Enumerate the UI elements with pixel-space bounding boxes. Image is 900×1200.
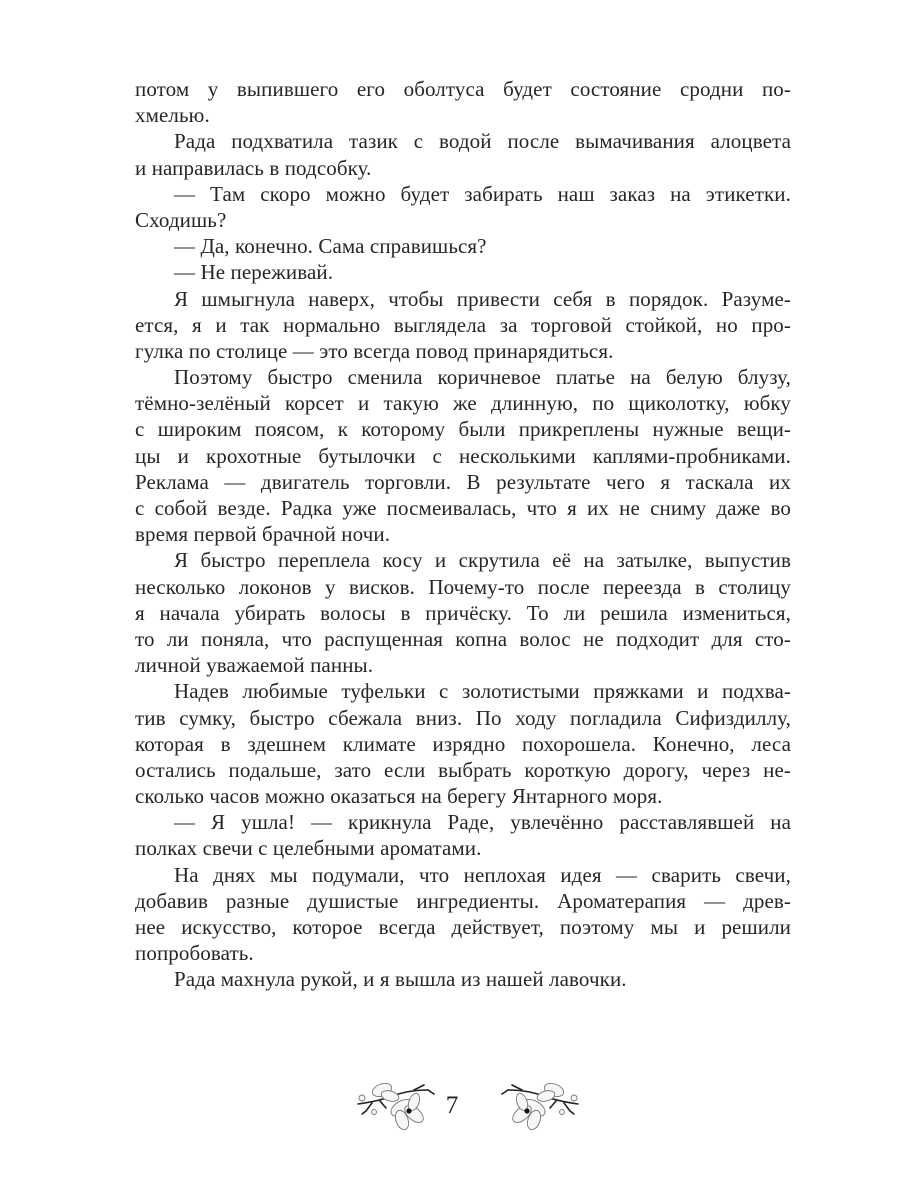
text-line: — Там скоро можно будет забирать наш заказ на этикетки. <box>174 181 791 206</box>
text-line: с собой везде. Радка уже посмеивалась, что я их не сниму даже во <box>135 496 791 520</box>
text-line: Рада подхватила тазик с водой после вымачивания алоцвета <box>174 129 791 154</box>
text-line: добавив разные душистые ингредиенты. Ароматерапия — древ- <box>135 888 791 913</box>
text-line: ется, я и так нормально выглядела за торговой стойкой, но про- <box>135 312 791 337</box>
text-line: Поэтому быстро сменила коричневое платье на белую блузу, <box>174 365 791 390</box>
text-line: личной уважаемой панны. <box>135 653 374 678</box>
text-line: попробовать. <box>135 941 254 966</box>
text-line: я начала убирать волосы в причёску. То ли решила измениться, <box>135 600 791 625</box>
text-line: нее искусство, которое всегда действует, поэтому мы и решили <box>135 915 791 939</box>
text-line: несколько локонов у висков. Почему-то после переезда в столицу <box>135 574 791 599</box>
text-line: с широким поясом, к которому были прикреплены нужные вещи- <box>135 417 791 442</box>
text-line: — Не переживай. <box>174 260 334 285</box>
text-line: время первой брачной ночи. <box>135 522 391 547</box>
text-line: и направилась в подсобку. <box>135 155 372 180</box>
page-footer <box>0 1078 900 1138</box>
text-line: цы и крохотные бутылочки с несколькими каплями-пробниками. <box>135 443 791 468</box>
text-line: хмелью. <box>135 103 210 128</box>
text-line: полках свечи с целебными ароматами. <box>135 836 482 861</box>
magnolia-ornament-left-icon <box>352 1078 442 1132</box>
page-number: 7 <box>445 1092 459 1119</box>
text-line: — Да, конечно. Сама справишься? <box>174 234 487 259</box>
text-line: — Я ушла! — крикнула Раде, увлечённо расставлявшей на <box>174 810 791 835</box>
text-line: то ли поняла, что распущенная копна волос не подходит для сто- <box>135 626 791 651</box>
text-line: Реклама — двигатель торговли. В результате чего я таскала их <box>135 469 791 494</box>
text-line: тив сумку, быстро сбежала вниз. По ходу погладила Сифиздиллу, <box>135 705 791 730</box>
text-line: потом у выпившего его оболтуса будет состояние сродни по- <box>135 77 791 101</box>
text-line: На днях мы подумали, что неплохая идея — сварить свечи, <box>174 862 791 887</box>
text-line: Рада махнула рукой, и я вышла из нашей лавочки. <box>174 967 627 992</box>
text-line: которая в здешнем климате изрядно похорошела. Конечно, леса <box>135 731 791 756</box>
magnolia-ornament-right-icon <box>494 1078 584 1132</box>
text-line: тёмно-зелёный корсет и такую же длинную, по щиколотку, юбку <box>135 391 791 416</box>
text-line: Сходишь? <box>135 207 227 232</box>
page-body <box>135 76 791 993</box>
text-line: Я быстро переплела косу и скрутила её на затылке, выпустив <box>174 548 791 573</box>
text-line: Я шмыгнула наверх, чтобы привести себя в порядок. Разуме- <box>174 286 791 311</box>
text-line: сколько часов можно оказаться на берегу Янтарного моря. <box>135 784 663 809</box>
text-line: гулка по столице — это всегда повод принарядиться. <box>135 338 614 363</box>
text-line: остались подальше, зато если выбрать короткую дорогу, через не- <box>135 757 791 782</box>
text-line: Надев любимые туфельки с золотистыми пряжками и подхва- <box>174 679 791 704</box>
